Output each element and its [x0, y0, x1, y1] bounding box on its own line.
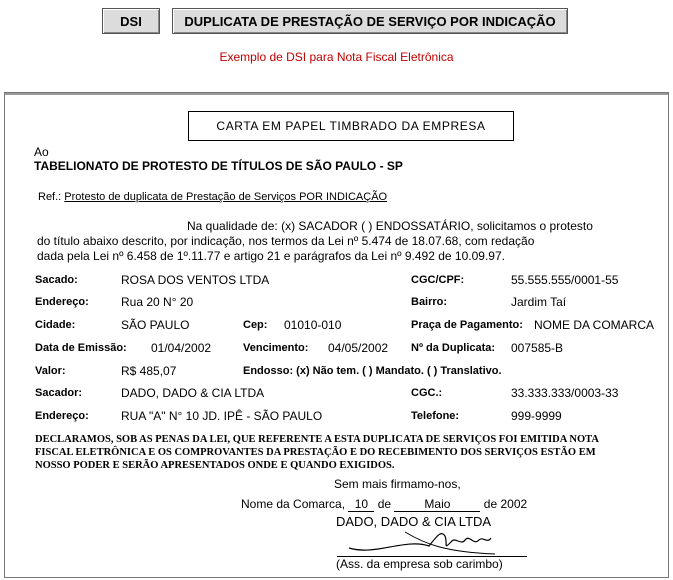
date-month: Maio	[394, 497, 480, 512]
bairro-value: Jardim Taí	[511, 295, 567, 309]
endereco-value: Rua 20 N° 20	[121, 295, 194, 309]
intro-line-1: Na qualidade de: (x) SACADOR ( ) ENDOSSATÁRIO, solicitamos o protesto	[187, 219, 593, 233]
endereco-label: Endereço:	[35, 296, 89, 308]
date-de-1: de	[377, 497, 392, 511]
to-prefix: Ao	[34, 145, 49, 159]
letterhead-box: CARTA EM PAPEL TIMBRADO DA EMPRESA	[188, 111, 514, 141]
sacador-label: Sacador:	[35, 387, 83, 399]
sacado-label: Sacado:	[35, 274, 78, 286]
place-date-line	[241, 497, 527, 512]
declaration-line-1: DECLARAMOS, SOB AS PENAS DA LEI, QUE REFERENTE A ESTA DUPLICATA DE SERVIÇOS FOI EMITIDA NOTA	[35, 434, 599, 445]
duplicata-value: 007585-B	[511, 341, 564, 355]
cidade-value: SÃO PAULO	[121, 318, 190, 332]
addressee: TABELIONATO DE PROTESTO DE TÍTULOS DE SÃO PAULO - SP	[34, 159, 403, 173]
duplicata-label: Nº da Duplicata:	[411, 342, 496, 354]
dsi-code-box: DSI	[102, 8, 160, 34]
signature-caption: (Ass. da empresa sob carimbo)	[336, 557, 503, 571]
endereco2-value: RUA "A" N° 10 JD. IPÊ - SÃO PAULO	[121, 409, 323, 423]
valor-value: R$ 485,07	[121, 364, 177, 378]
vencimento-value: 04/05/2002	[328, 341, 389, 355]
intro-line-3: dada pela Lei nº 6.458 de 1º.11.77 e artigo 21 e parágrafos da Lei nº 9.492 de 10.09.97.	[37, 249, 505, 263]
cgc-label: CGC.:	[411, 387, 443, 399]
endosso-options: Endosso: (x) Não tem. ( ) Mandato. ( ) Translativo.	[243, 365, 502, 377]
document-title-box: DUPLICATA DE PRESTAÇÃO DE SERVIÇO POR INDICAÇÃO	[172, 8, 568, 34]
declaration	[35, 433, 635, 472]
sacado-value: ROSA DOS VENTOS LTDA	[121, 273, 270, 287]
declaration-line-3: NOSSO PODER E SERÃO APRESENTADOS ONDE E QUANDO EXIGIDOS.	[35, 460, 395, 471]
cgc-cpf-value: 55.555.555/0001-55	[511, 273, 619, 287]
letter-frame	[4, 92, 669, 578]
reference-line	[38, 191, 387, 203]
date-year: 2002	[500, 497, 528, 511]
intro-line-2: do título abaixo descrito, por indicação, nos termos da Lei nº 5.474 de 18.07.68, com redação	[37, 234, 535, 248]
date-de-2: de	[483, 497, 498, 511]
vencimento-label: Vencimento:	[243, 342, 309, 354]
ref-text: Protesto de duplicata de Prestação de Serviços POR INDICAÇÃO	[64, 191, 388, 203]
subtitle: Exemplo de DSI para Nota Fiscal Eletrônica	[219, 50, 454, 64]
praca-label: Praça de Pagamento:	[411, 319, 523, 331]
cgc-value: 33.333.333/0003-33	[511, 386, 619, 400]
place: Nome da Comarca,	[241, 497, 346, 511]
praca-value: NOME DA COMARCA	[534, 318, 655, 332]
telefone-value: 999-9999	[511, 409, 562, 423]
cgc-cpf-label: CGC/CPF:	[411, 274, 465, 286]
company-name: DADO, DADO & CIA LTDA	[336, 514, 492, 529]
cidade-label: Cidade:	[35, 319, 76, 331]
cep-label: Cep:	[243, 319, 268, 331]
closing-greeting: Sem mais firmamo-nos,	[334, 477, 461, 491]
bairro-label: Bairro:	[411, 296, 448, 308]
emissao-value: 01/04/2002	[151, 341, 212, 355]
cep-value: 01010-010	[284, 318, 342, 332]
endereco2-label: Endereço:	[35, 410, 89, 422]
declaration-line-2: FISCAL ELETRÔNICA E OS COMPROVANTES DA PRESTAÇÃO E DO RECEBIMENTO DOS SERVIÇOS ESTÃO EM	[35, 447, 596, 458]
emissao-label: Data de Emissão:	[35, 342, 127, 354]
valor-label: Valor:	[35, 365, 66, 377]
handwritten-signature	[345, 526, 515, 558]
date-day: 10	[348, 497, 374, 512]
frame-top-border	[5, 93, 668, 95]
telefone-label: Telefone:	[411, 410, 460, 422]
ref-label: Ref.:	[38, 191, 62, 203]
sacador-value: DADO, DADO & CIA LTDA	[121, 386, 265, 400]
